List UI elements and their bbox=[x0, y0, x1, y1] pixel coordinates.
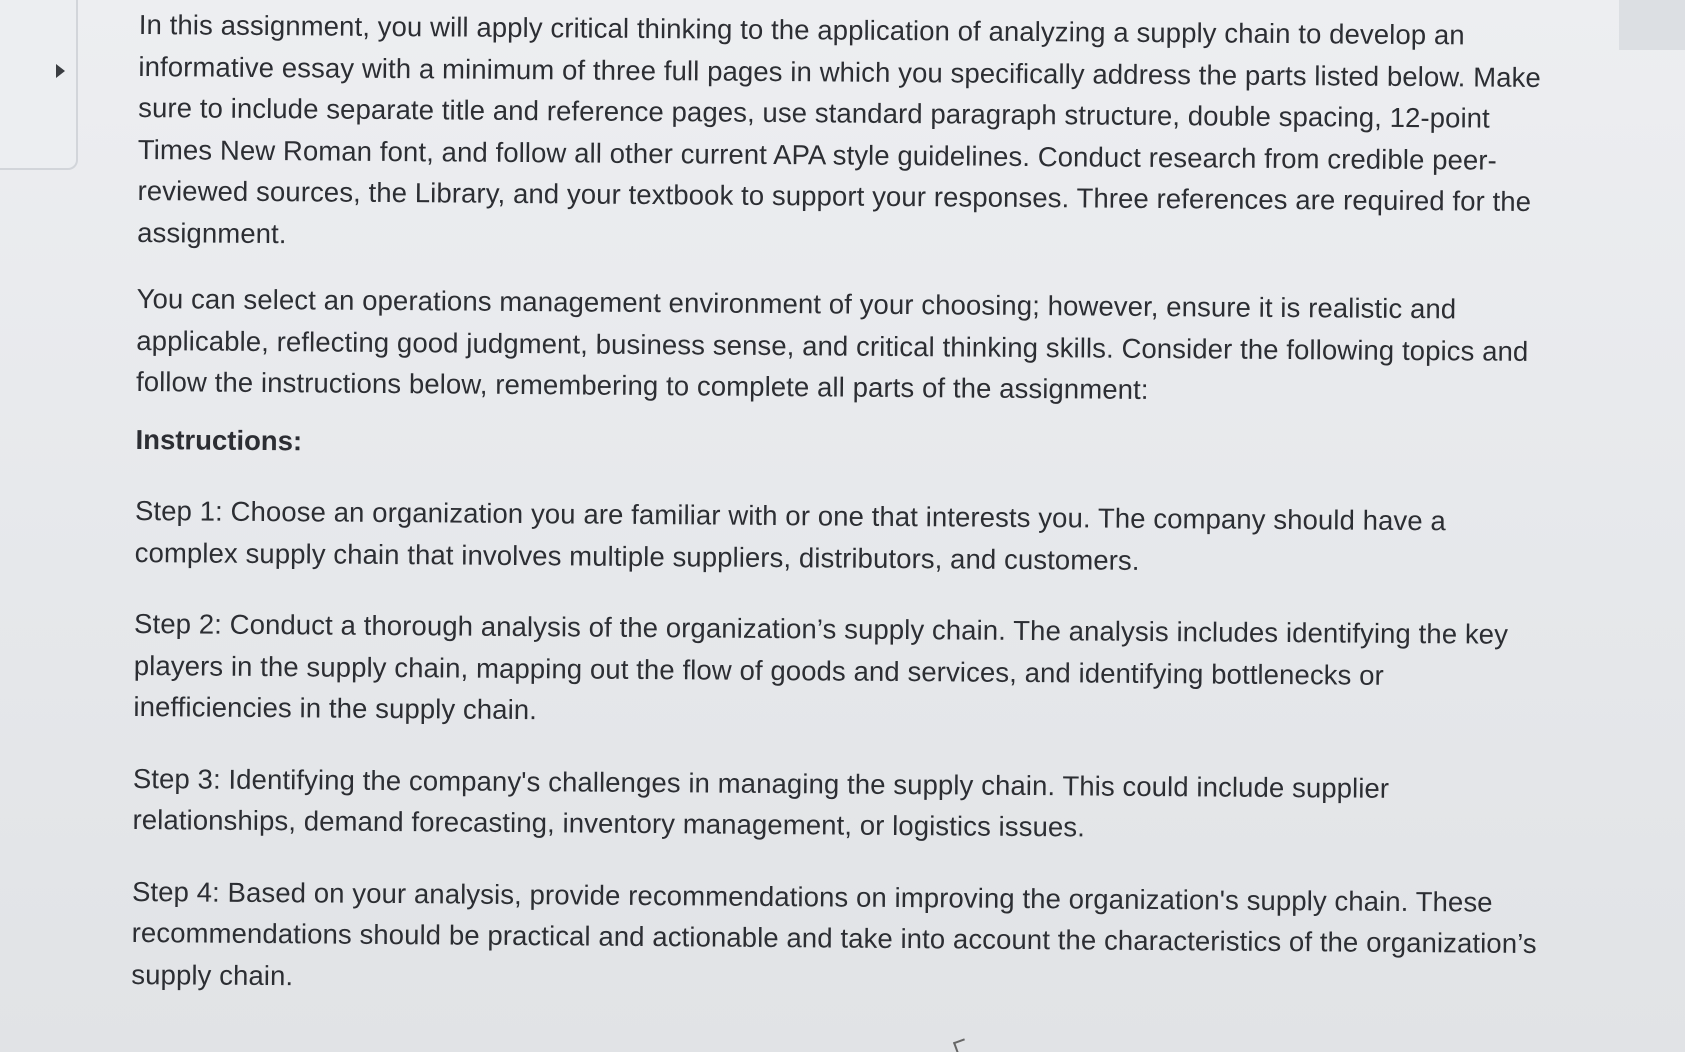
top-right-panel bbox=[1619, 0, 1685, 50]
step-1: Step 1: Choose an organization you are familiar with or one that interests you. The company should have a complex supply chain that involves multiple suppliers, distributors, and customers. bbox=[134, 494, 1447, 576]
caret-right-icon[interactable] bbox=[56, 64, 65, 78]
assignment-content bbox=[131, 4, 1549, 1006]
step-2: Step 2: Conduct a thorough analysis of the organization’s supply chain. The analysis includes identifying the key players in the supply chain, mapping out the flow of goods and services, and identifying bottlenecks or inefficiencies in the supply chain. bbox=[133, 607, 1509, 726]
step-3: Step 3: Identifying the company's challenges in managing the supply chain. This could include supplier relationships, demand forecasting, inventory management, or logistics issues. bbox=[132, 762, 1390, 843]
intro-paragraph: In this assignment, you will apply critical thinking to the application of analyzing a supply chain to develop an informative essay with a minimum of three full pages in which you specifically address the parts listed below. Make sure to include separate title and reference pages, use standard paragraph structure, double spacing, 12-point Times New Roman font, and follow all other current APA style guidelines. Conduct research from credible peer-reviewed sources, the Library, and your textbook to support your responses. Three references are required for the assignment. bbox=[137, 8, 1542, 249]
environment-paragraph: You can select an operations management environment of your choosing; however, ensure it is realistic and applicable, reflecting good judgment, business sense, and critical thinking skills. Consider the following topics and follow the instructions below, remembering to complete all parts of the assignment: bbox=[135, 282, 1529, 405]
instructions-heading: Instructions: bbox=[135, 423, 303, 456]
mouse-cursor-icon bbox=[953, 1038, 969, 1052]
step-4: Step 4: Based on your analysis, provide recommendations on improving the organization's supply chain. These recommendations should be practical and actionable and take into account the characteristics of the organization’s supply chain. bbox=[131, 875, 1537, 991]
side-panel-handle[interactable] bbox=[0, 0, 78, 170]
